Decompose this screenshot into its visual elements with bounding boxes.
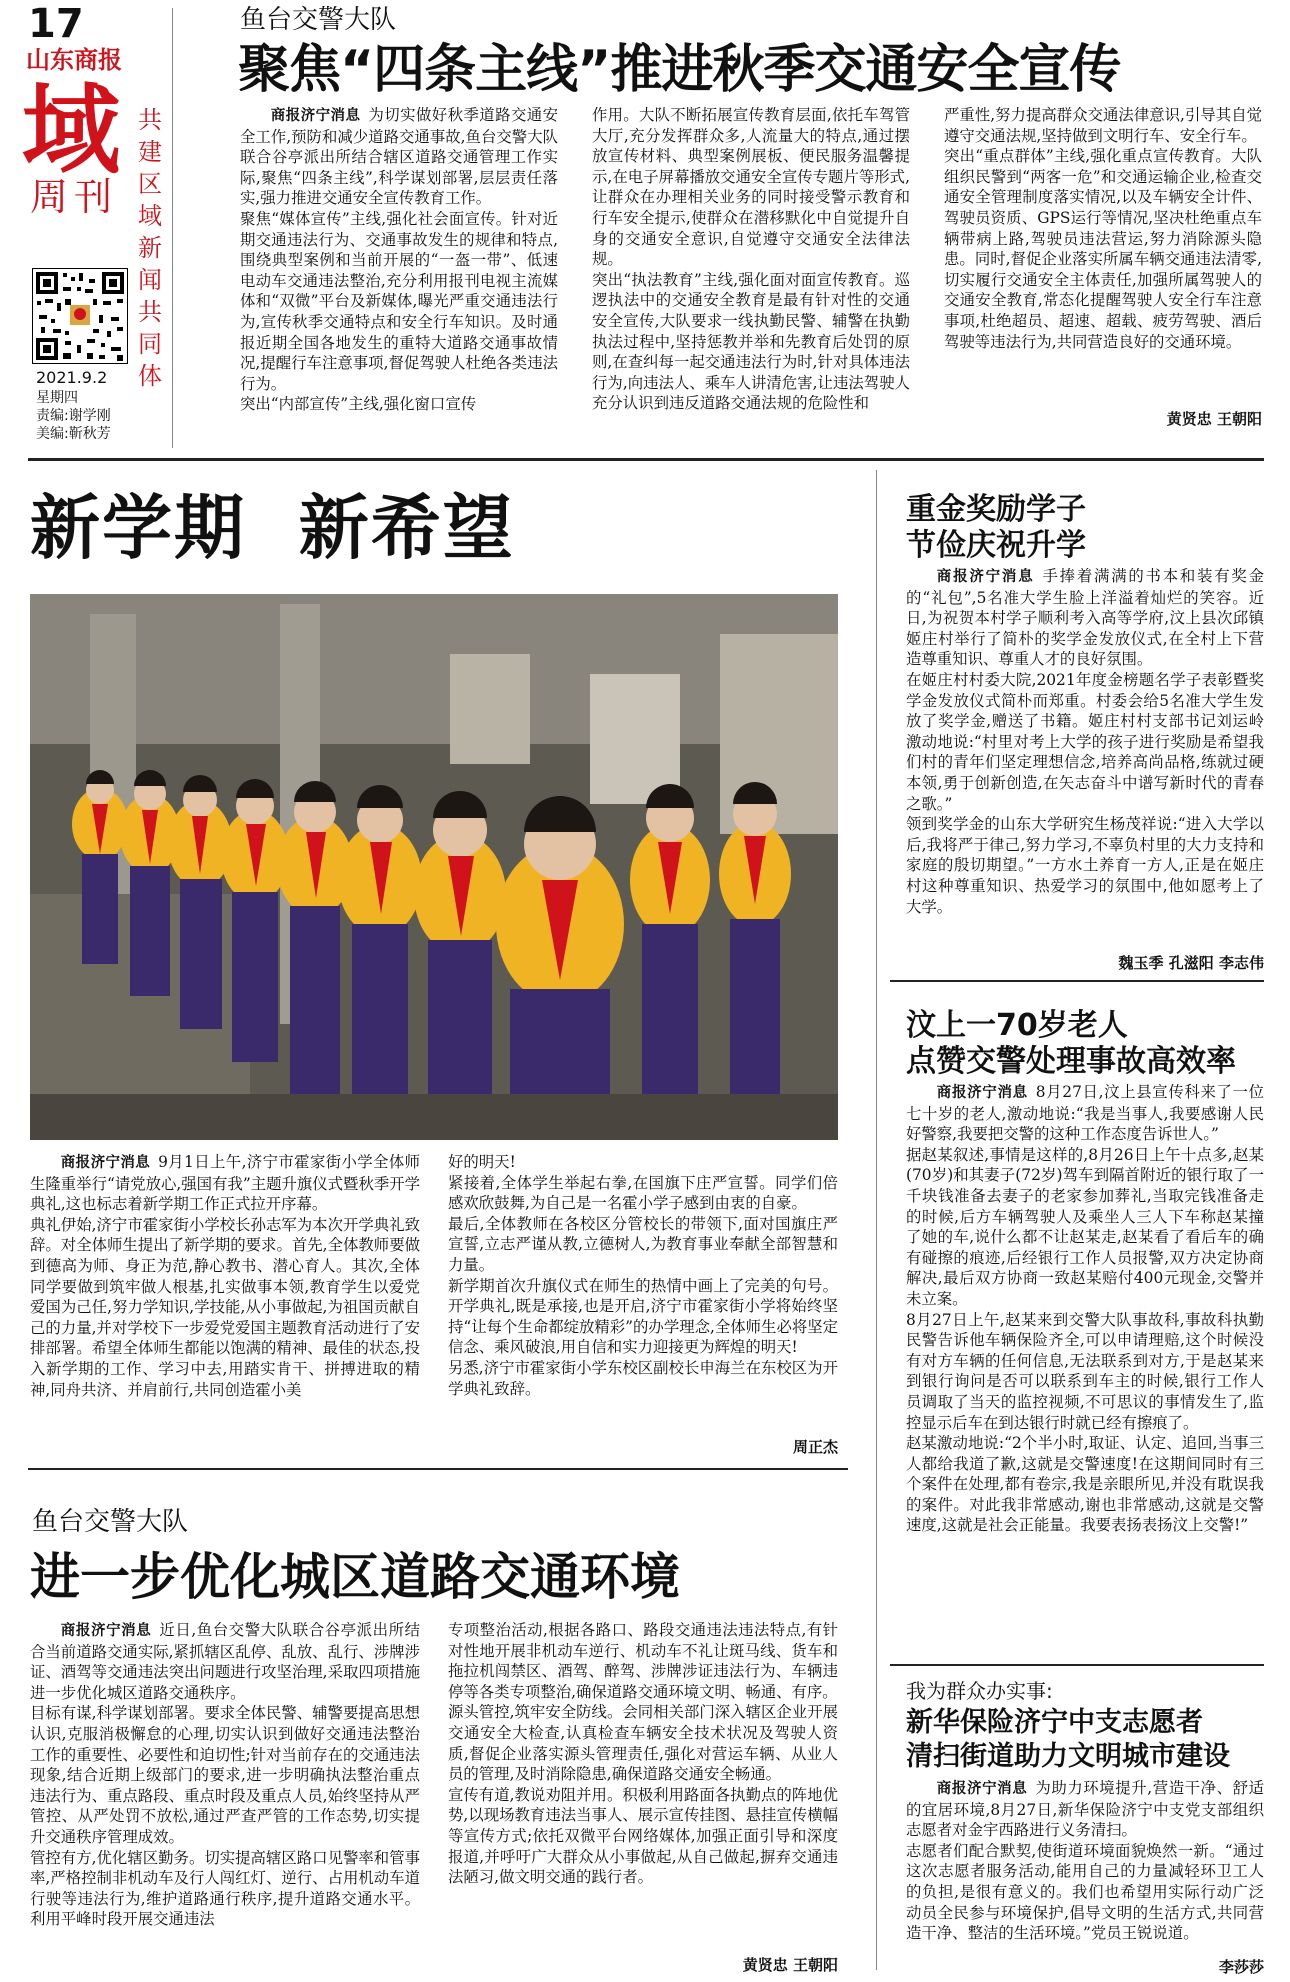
story4-source: 商报济宁消息 xyxy=(936,569,1035,585)
story3-kicker: 鱼台交警大队 xyxy=(32,1507,189,1537)
story1-col3-text: 严重性,努力提高群众交通法律意识,引导其自觉遵守交通法规,坚持做到文明行车、安全行车。 突出“重点群体”主线,强化重点宣传教育。大队组织民警到“两客一危”和交通运输企业,检查交通安全管理制度落实情况,以及车辆安全计件、驾驶员资质、GPS运行等情况,坚决杜绝重点车辆带病上路,驾驶员违法营运,努力消除源头隐患。同时,督促企业落实所属车辆交通违法清零,切实履行交通安全主体责任,加强所属驾驶人的交通安全教育,常态化提醒驾驶人安全行车注意事项,杜绝超员、超速、超载、疲劳驾驶、酒后驾驶等违法行为,共同营造良好的交通环境。 xyxy=(944,106,1262,351)
story5-source: 商报济宁消息 xyxy=(936,1085,1028,1101)
story1-col2-text: 作用。大队不断拓展宣传教育层面,依托车驾管大厅,充分发挥群众多,人流量大的特点,通过摆放宣传材料、典型案例展板、便民服务温馨提示,在电子屏幕播放交通安全宣传专题片等形式,让群众在办理相关业务的同时接受警示教育和行车安全提示,使群众在潜移默化中自觉提升自身的交通安全意识,自觉遵守交通安全法律法规。 突出“执法教育”主线,强化面对面宣传教育。巡逻执法中的交通安全教育是最有针对性的交通安全宣传,大队要求一线执勤民警、辅警在执勤执法过程中,坚持惩教并举和先教育后处罚的原则,在查纠每一起交通违法行为时,针对具体违法行为,向违法人、乘车人讲清危害,让违法驾驶人充分认识到违反道路交通法规的危险性和 xyxy=(592,106,910,413)
story2-photo xyxy=(30,594,838,1140)
story4-headline-line2: 节俭庆祝升学 xyxy=(906,528,1086,563)
right-divider-1 xyxy=(890,980,1264,982)
story6-byline: 李莎莎 xyxy=(1218,1958,1264,1976)
paper-name: 山东商报 xyxy=(26,46,122,74)
editor-credit: 责编:谢学刚 xyxy=(36,408,111,424)
story2-col2 xyxy=(448,1152,838,1432)
story2-source: 商报济宁消息 xyxy=(60,1155,151,1171)
story1-col3 xyxy=(944,105,1262,405)
story1-col1-text: 为切实做好秋季道路交通安全工作,预防和减少道路交通事故,鱼台交警大队联合谷亭派出所结合辖区道路交通管理工作实际,聚焦“四条主线”,科学谋划部署,层层责任落实,强力推进交通安全宣传教育工作。 聚焦“媒体宣传”主线,强化社会面宣传。针对近期交通违法行为、交通事故发生的规律和特点,围绕典型案例和当前开展的“一盔一带”、低速电动车交通违法整治,充分利用报刊电视主流媒体和“双微”平台及新媒体,曝光严重交通违法行为,宣传秋季交通特点和安全行车知识。及时通报近期全国各地发生的重特大道路交通事故情况,提醒行车注意事项,督促驾驶人杜绝各类违法行为。 突出“内部宣传”主线,强化窗口宣传 xyxy=(240,106,558,414)
right-column-divider xyxy=(876,470,877,1970)
story3-headline: 进一步优化城区道路交通环境 xyxy=(30,1548,680,1606)
masthead-divider xyxy=(172,8,173,448)
story2-col1-text: 9月1日上午,济宁市霍家街小学全体师生隆重举行“请党放心,强国有我”主题升旗仪式暨秋季开学典礼,这也标志着新学期工作正式拉开序幕。 典礼伊始,济宁市霍家街小学校长孙志军为本次开学典礼致辞。对全体师生提出了新学期的要求。首先,全体教师要做到德高为师、身正为范,静心教书、潜心育人。其次,全体同学要做到筑牢做人根基,扎实做事本领,教育学生以爱党爱国为己任,努力学知识,学技能,从小事做起,为祖国贡献自己的力量,并对学校下一步爱党爱国主题教育活动进行了安排部署。希望全体师生都能以饱满的精神、最佳的状态,投入新学期的工作、学习中去,用踏实肯干、拼搏进取的精神,同舟共济、并肩前行,共同创造霍小美 xyxy=(30,1153,420,1399)
section-sub: 周刊 xyxy=(30,175,119,219)
story1-headline: 聚焦“四条主线”推进秋季交通安全宣传 xyxy=(238,40,1121,100)
story6-kicker: 我为群众办实事: xyxy=(906,1679,1053,1703)
story6-body-text: 为助力环境提升,营造干净、舒适的宜居环境,8月27日,新华保险济宁中支党支部组织志愿者对金宇西路进行义务清扫。 志愿者们配合默契,使街道环境面貌焕然一新。“通过这次志愿者服务活动,能用自己的力量减轻环卫工人的负担,是很有意义的。我们也希望用实际行动广泛动员全民参与环境保护,倡导文明的生活方式,共同营造干净、整洁的生活环境。”党员王锐说道。 xyxy=(906,1779,1264,1943)
top-divider xyxy=(28,458,1264,461)
story3-col1 xyxy=(30,1620,420,1972)
story5-headline-line2: 点赞交警处理事故高效率 xyxy=(906,1044,1236,1079)
mid-divider xyxy=(28,1468,848,1470)
page-number: 17 xyxy=(28,1,84,47)
story3-col1-text: 近日,鱼台交警大队联合谷亭派出所结合当前道路交通实际,紧抓辖区乱停、乱放、乱行、涉牌涉证、酒驾等交通违法突出问题进行攻坚治理,采取四项措施进一步优化城区道路交通秩序。 目标有谋,科学谋划部署。要求全体民警、辅警要提高思想认识,克服消极懈怠的心理,切实认识到做好交通违法整治工作的重要性、必要性和迫切性;针对当前存在的交通违法现象,结合近期上级部门的要求,进一步明确执法整治重点违法行为、重点路段、重点时段及重点人员,始终坚持从严管控、从严处罚不放松,通过严查严管的工作态势,切实提升交通秩序管理成效。 管控有方,优化辖区勤务。切实提高辖区路口见警率和管事率,严格控制非机动车及行人闯红灯、逆行、占用机动车道行驶等违法行为,维护道路通行秩序,提升道路交通水平。利用平峰时段开展交通违法 xyxy=(30,1621,420,1929)
story1-col2 xyxy=(592,105,910,455)
story4-body-text: 手捧着满满的书本和装有奖金的“礼包”,5名准大学生脸上洋溢着灿烂的笑容。近日,为祝贺本村学子顺利考入高等学府,汶上县次邱镇姬庄村举行了简朴的奖学金发放仪式,在全村上下营造尊重知识、尊重人才的良好氛围。 在姬庄村村委大院,2021年度金榜题名学子表彰暨奖学金发放仪式简朴而郑重。村委会给5名准大学生发放了奖学金,赠送了书籍。姬庄村村支部书记刘运岭激动地说:“村里对考上大学的孩子进行奖励是希望我们村的青年们坚定理想信念,培养高尚品格,练就过硬本领,勇于创新创造,在矢志奋斗中谱写新时代的青春之歌。” 领到奖学金的山东大学研究生杨茂祥说:“进入大学以后,我将严于律己,努力学习,不辜负村里的大力支持和家庭的殷切期望。”一方水土养育一方人,正是在姬庄村这种尊重知识、热爱学习的氛围中,他如愿考上了大学。 xyxy=(906,567,1264,916)
story2-col2-text: 好的明天! 紧接着,全体学生举起右拳,在国旗下庄严宣誓。同学们倍感欢欣鼓舞,为自己是一名霍小学子感到由衷的自豪。 最后,全体教师在各校区分管校长的带领下,面对国旗庄严宣誓,立志严谨从教,立德树人,为教育事业奉献全部智慧和力量。 新学期首次升旗仪式在师生的热情中画上了完美的句号。开学典礼,既是承接,也是开启,济宁市霍家街小学将始终坚持“让每个生命都绽放精彩”的办学理念,全体师生必将坚定信念、乘风破浪,用自信和实力迎接更为辉煌的明天! 另悉,济宁市霍家街小学东校区副校长申海兰在东校区为开学典礼致辞。 xyxy=(448,1153,838,1398)
right-divider-2 xyxy=(890,1664,1264,1666)
issue-weekday: 星期四 xyxy=(36,390,78,406)
story3-source: 商报济宁消息 xyxy=(60,1623,152,1639)
story3-col2 xyxy=(448,1620,838,1952)
story6-body xyxy=(906,1778,1264,1962)
story6-headline-line2: 清扫街道助力文明城市建设 xyxy=(906,1741,1230,1772)
issue-date: 2021.9.2 xyxy=(36,368,108,387)
qr-code xyxy=(32,268,128,364)
story5-body-text: 8月27日,汶上县宣传科来了一位七十岁的老人,激动地说:“我是当事人,我要感谢人民好警察,我要把交警的这种工作态度告诉世人。” 据赵某叙述,事情是这样的,8月26日上午十点多,赵某(70岁)和其妻子(72岁)驾车到隔首附近的银行取了一千块钱准备去妻子的老家参加葬礼,当取完钱准备走的时候,后方车辆驾驶人及乘坐人三人下车称赵某撞了她的车,说什么都不让赵某走,赵某看了看后车的确有碰擦的痕迹,后经银行工作人员报警,双方决定协商解决,最后双方协商一致赵某赔付400元现金,交警并未立案。 8月27日上午,赵某来到交警大队事故科,事故科执勤民警告诉他车辆保险齐全,可以申请理赔,这个时候没有对方车辆的任何信息,无法联系到对方,于是赵某来到银行询问是否可以联系到车主的时候,银行工作人员调取了当天的监控视频,不可思议的事情发生了,监控显示后车在到达银行时就已经有擦痕了。 赵某激动地说:“2个半小时,取证、认定、追回,当事三人都给我道了歉,这就是交警速度!在这期间同时有三个案件在处理,都有卷宗,我是亲眼所见,并没有耽误我的案件。对此我非常感动,谢也非常感动,这就是交警速度,这就是社会正能量。我要表扬表扬汶上交警!” xyxy=(906,1083,1264,1535)
story2-col1 xyxy=(30,1152,420,1452)
section-char: 域 xyxy=(22,74,121,188)
story4-body xyxy=(906,566,1264,950)
story3-byline: 黄贤忠 王朝阳 xyxy=(742,1956,838,1974)
story1-byline: 黄贤忠 王朝阳 xyxy=(1166,410,1262,428)
slogan-vertical: 共建区域新闻共同体 xyxy=(138,106,162,390)
story2-headline: 新学期 新希望 xyxy=(30,487,515,569)
story3-col2-text: 专项整治活动,根据各路口、路段交通违法违法特点,有针对性地开展非机动车逆行、机动车不礼让斑马线、货车和拖拉机闯禁区、酒驾、醉驾、涉牌涉证违法行为、车辆违停等各类专项整治,确保道路交通环境文明、畅通、有序。 源头管控,筑牢安全防线。会同相关部门深入辖区企业开展交通安全大检查,认真检查车辆安全技术状况及驾驶人资质,督促企业落实源头管理责任,强化对营运车辆、从业人员的管理,及时消除隐患,确保道路交通安全畅通。 宣传有道,教说劝阻并用。积极利用路面各执勤点的阵地优势,以现场教育违法当事人、展示宣传挂图、悬挂宣传横幅等宣传方式;依托双微平台网络媒体,加强正面引导和深度报道,并呼吁广大群众从小事做起,从自己做起,摒弃交通违法陋习,做文明交通的践行者。 xyxy=(448,1621,838,1887)
story6-headline-line1: 新华保险济宁中支志愿者 xyxy=(906,1707,1203,1738)
story5-body xyxy=(906,1082,1264,1640)
story2-byline: 周正杰 xyxy=(792,1438,838,1456)
story1-kicker: 鱼台交警大队 xyxy=(240,5,397,35)
story6-source: 商报济宁消息 xyxy=(936,1781,1028,1797)
story1-source: 商报济宁消息 xyxy=(270,108,361,124)
story4-byline: 魏玉季 孔滋阳 李志伟 xyxy=(1118,954,1264,972)
story4-headline-line1: 重金奖励学子 xyxy=(906,492,1086,527)
story5-headline-line1: 汶上一70岁老人 xyxy=(906,1008,1128,1043)
story1-col1 xyxy=(240,105,558,455)
designer-credit: 美编:靳秋芳 xyxy=(36,426,111,442)
